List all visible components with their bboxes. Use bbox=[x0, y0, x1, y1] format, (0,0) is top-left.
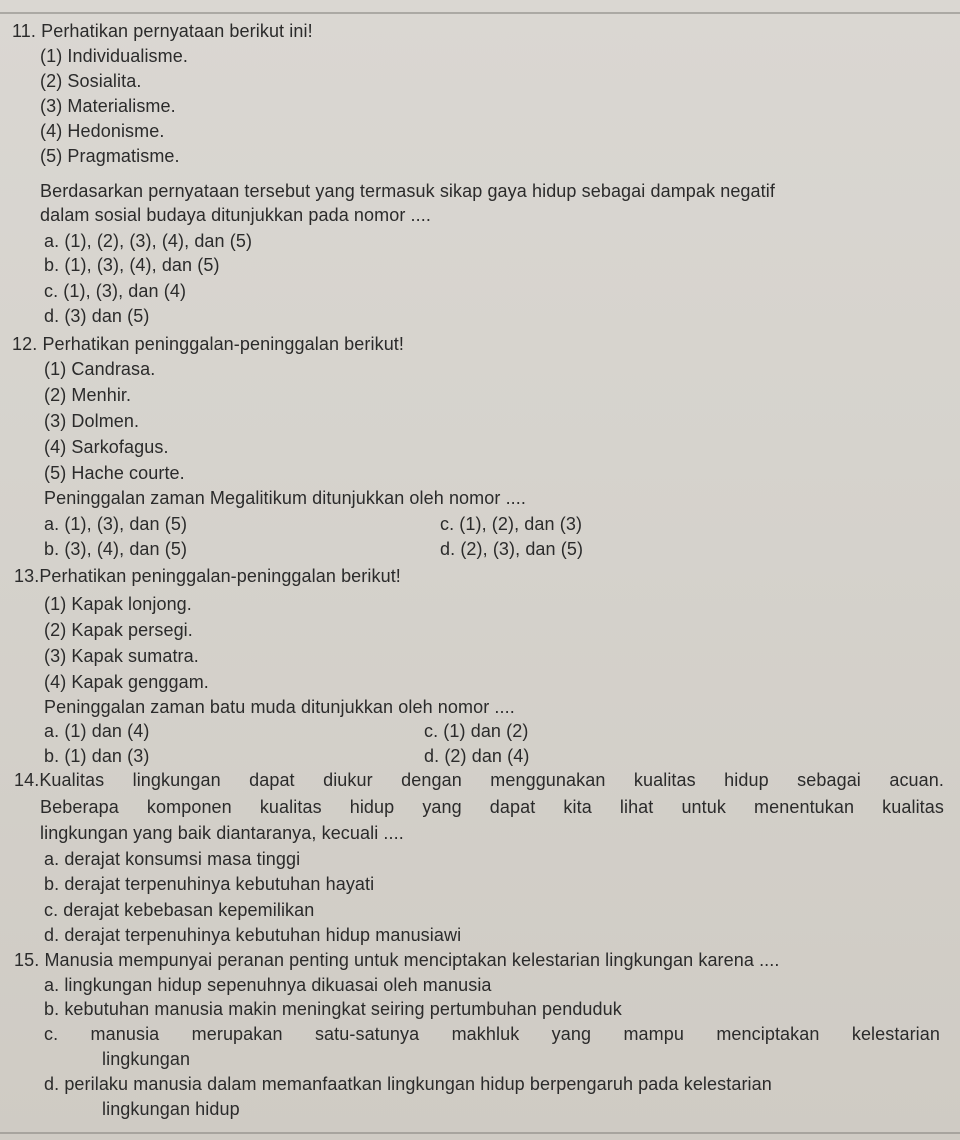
q13-option-c: c. (1) dan (2) bbox=[424, 721, 529, 741]
q12-stem-row bbox=[12, 333, 404, 355]
q12-option-a: a. (1), (3), dan (5) bbox=[44, 514, 188, 534]
q11-item-2: (2) Sosialita. bbox=[40, 71, 142, 91]
q15-option-c-line-1: c. manusia merupakan satu-satunya makhluk yang mampu menciptakan kelestarian bbox=[44, 1024, 940, 1044]
q13-item-1: (1) Kapak lonjong. bbox=[44, 594, 192, 614]
q11-option-c: c. (1), (3), dan (4) bbox=[44, 281, 187, 301]
q12-item-2: (2) Menhir. bbox=[44, 385, 132, 405]
q12-item-3: (3) Dolmen. bbox=[44, 411, 140, 431]
q15-option-d-line-1: d. perilaku manusia dalam memanfaatkan lingkungan hidup berpengaruh pada kelestarian bbox=[44, 1074, 772, 1094]
q11-item-3: (3) Materialisme. bbox=[40, 96, 176, 116]
q12-option-c: c. (1), (2), dan (3) bbox=[440, 514, 583, 534]
q11-stem-row bbox=[12, 20, 313, 42]
q14-line-1: Kualitas lingkungan dapat diukur dengan menggunakan kualitas hidup sebagai acuan. bbox=[39, 770, 944, 790]
q13-option-b: b. (1) dan (3) bbox=[44, 746, 150, 766]
q12-option-b: b. (3), (4), dan (5) bbox=[44, 539, 188, 559]
q13-question: Peninggalan zaman batu muda ditunjukkan oleh nomor .... bbox=[44, 697, 515, 717]
q12-stem: Perhatikan peninggalan-peninggalan berikut! bbox=[42, 334, 405, 354]
page-bottom-edge bbox=[0, 1132, 960, 1134]
q15-option-d-line-2: lingkungan hidup bbox=[102, 1099, 240, 1119]
q14-option-d: d. derajat terpenuhinya kebutuhan hidup manusiawi bbox=[44, 925, 462, 945]
q13-item-3: (3) Kapak sumatra. bbox=[44, 646, 199, 666]
q12-item-1: (1) Candrasa. bbox=[44, 359, 156, 379]
q12-option-d: d. (2), (3), dan (5) bbox=[440, 539, 584, 559]
q14-line-3: lingkungan yang baik diantaranya, kecuali .... bbox=[40, 823, 404, 843]
q11-option-d: d. (3) dan (5) bbox=[44, 306, 150, 326]
q15-stem: Manusia mempunyai peranan penting untuk menciptakan kelestarian lingkungan karena .... bbox=[44, 950, 780, 970]
q13-number: 13. bbox=[14, 566, 40, 586]
q12-question: Peninggalan zaman Megalitikum ditunjukkan oleh nomor .... bbox=[44, 488, 526, 508]
q14-stem-row bbox=[14, 769, 944, 791]
q13-option-a: a. (1) dan (4) bbox=[44, 721, 150, 741]
q13-stem-row bbox=[14, 565, 401, 587]
q11-item-1: (1) Individualisme. bbox=[40, 46, 188, 66]
q11-stem: Perhatikan pernyataan berikut ini! bbox=[41, 21, 313, 41]
q11-option-a: a. (1), (2), (3), (4), dan (5) bbox=[44, 231, 253, 251]
q13-item-2: (2) Kapak persegi. bbox=[44, 620, 193, 640]
q12-number: 12. bbox=[12, 334, 38, 354]
q11-number: 11. bbox=[12, 21, 36, 41]
q11-question-line-2: dalam sosial budaya ditunjukkan pada nomor .... bbox=[40, 205, 431, 225]
q11-question-line-1: Berdasarkan pernyataan tersebut yang termasuk sikap gaya hidup sebagai dampak negatif bbox=[40, 181, 775, 201]
q13-item-4: (4) Kapak genggam. bbox=[44, 672, 209, 692]
q14-line-2: Beberapa komponen kualitas hidup yang dapat kita lihat untuk menentukan kualitas bbox=[40, 797, 944, 817]
q14-number: 14. bbox=[14, 770, 40, 790]
q13-stem: Perhatikan peninggalan-peninggalan berikut! bbox=[39, 566, 401, 586]
q12-item-5: (5) Hache courte. bbox=[44, 463, 185, 483]
q15-option-b: b. kebutuhan manusia makin meningkat seiring pertumbuhan penduduk bbox=[44, 999, 622, 1019]
q11-item-4: (4) Hedonisme. bbox=[40, 121, 165, 141]
q12-item-4: (4) Sarkofagus. bbox=[44, 437, 169, 457]
q14-option-b: b. derajat terpenuhinya kebutuhan hayati bbox=[44, 874, 375, 894]
q13-option-d: d. (2) dan (4) bbox=[424, 746, 530, 766]
q14-option-c: c. derajat kebebasan kepemilikan bbox=[44, 900, 315, 920]
q11-item-5: (5) Pragmatisme. bbox=[40, 146, 180, 166]
q11-option-b: b. (1), (3), (4), dan (5) bbox=[44, 255, 220, 275]
page-top-edge bbox=[0, 12, 960, 14]
q15-option-a: a. lingkungan hidup sepenuhnya dikuasai oleh manusia bbox=[44, 975, 492, 995]
q15-stem-row bbox=[14, 949, 780, 971]
q15-number: 15. bbox=[14, 950, 40, 970]
q14-option-a: a. derajat konsumsi masa tinggi bbox=[44, 849, 301, 869]
q15-option-c-line-2: lingkungan bbox=[102, 1049, 191, 1069]
